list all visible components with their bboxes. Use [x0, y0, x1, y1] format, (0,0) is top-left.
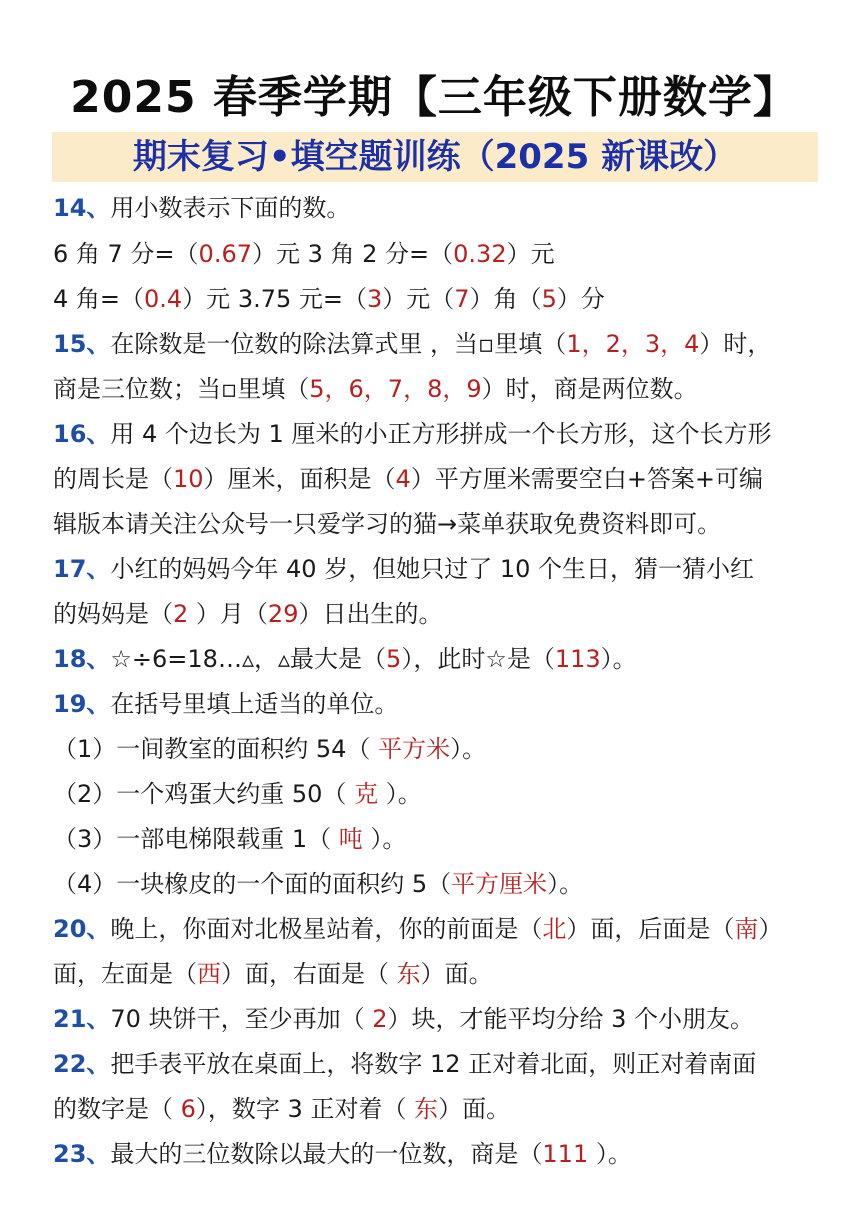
question-text: ）角（	[469, 285, 542, 313]
answer-text: 东	[414, 1095, 439, 1123]
question-number: 21、	[53, 1005, 111, 1033]
question-text: 小红的妈妈今年 40 岁，但她只过了 10 个生日，猜一猜小红	[110, 555, 754, 583]
question-text: ），数字 3 正对着（	[195, 1095, 415, 1123]
answer-text: 0.67	[198, 240, 252, 268]
question-text: ）。	[588, 1140, 632, 1168]
question-text: ）。	[600, 645, 637, 673]
question-text: ）。	[378, 780, 422, 808]
question-number: 18、	[53, 645, 111, 673]
answer-text: 10	[173, 465, 204, 493]
question-text: ）元（	[382, 285, 455, 313]
answer-text: 5	[541, 285, 557, 313]
answer-text: 吨	[338, 825, 363, 853]
question-line	[53, 956, 493, 992]
question-line	[53, 911, 782, 947]
question-text: 用 4 个边长为 1 厘米的小正方形拼成一个长方形，这个长方形	[110, 420, 772, 448]
question-line	[53, 371, 698, 407]
answer-text: 6	[180, 1095, 196, 1123]
question-line	[53, 506, 721, 542]
question-text: ）平方厘米需要空白+答案+可编	[410, 465, 764, 493]
question-text: ）块，才能平均分给 3 个小朋友。	[387, 1005, 755, 1033]
question-text: ）厘米，面积是（	[203, 465, 396, 493]
question-text: 商是三位数；当▫里填（	[53, 375, 310, 403]
answer-text: 111	[542, 1140, 589, 1168]
question-text: ）面，后面是（	[566, 915, 735, 943]
question-text: ）	[758, 915, 783, 943]
question-text: 70 块饼干，至少再加（	[110, 1005, 373, 1033]
question-line	[53, 326, 771, 362]
question-text: ）元 3 角 2 分=（	[251, 240, 454, 268]
question-line	[53, 866, 583, 902]
question-line	[53, 731, 486, 767]
question-number: 23、	[53, 1140, 111, 1168]
question-number: 15、	[53, 330, 111, 358]
question-number: 16、	[53, 420, 111, 448]
answer-text: 2	[372, 1005, 388, 1033]
page-title: 2025 春季学期【三年级下册数学】	[70, 72, 798, 123]
question-text: 4 角=（	[53, 285, 145, 313]
question-number: 14、	[53, 194, 111, 222]
question-text: 辑版本请关注公众号一只爱学习的猫→菜单获取免费资料即可。	[53, 510, 722, 538]
question-text: 的妈妈是（	[53, 600, 173, 628]
question-line	[53, 461, 763, 497]
question-line	[53, 596, 442, 632]
answer-text: 平方厘米	[451, 870, 548, 898]
question-text: 的周长是（	[53, 465, 173, 493]
question-text: ），此时☆是（	[401, 645, 555, 673]
question-line	[53, 416, 771, 452]
question-text: 的数字是（	[53, 1095, 181, 1123]
question-text: ）面。	[438, 1095, 511, 1123]
question-text: ）分	[556, 285, 605, 313]
page-subtitle: 期末复习•填空题训练（2025 新课改）	[132, 137, 738, 177]
answer-text: 113	[554, 645, 601, 673]
question-text: ）面。	[420, 960, 493, 988]
answer-text: 平方米	[378, 735, 451, 763]
question-line	[53, 686, 398, 722]
question-line	[53, 281, 605, 317]
question-text: 用小数表示下面的数。	[110, 194, 351, 222]
question-text: ☆÷6=18…▵，▵最大是（	[110, 645, 387, 673]
question-text: ）面，右面是（	[221, 960, 397, 988]
answer-text: 1，2，3，4	[566, 330, 700, 358]
question-number: 17、	[53, 555, 111, 583]
question-line	[53, 1046, 756, 1082]
question-text: 6 角 7 分=（	[53, 240, 199, 268]
question-text: 在除数是一位数的除法算式里 ，当▫里填（	[110, 330, 567, 358]
question-text: 最大的三位数除以最大的一位数，商是（	[110, 1140, 543, 1168]
question-line	[53, 236, 555, 272]
question-number: 22、	[53, 1050, 111, 1078]
question-line	[53, 641, 637, 677]
question-text: 晚上，你面对北极星站着，你的前面是（	[110, 915, 543, 943]
question-text: ）元 3.75 元=（	[182, 285, 367, 313]
question-text: （4）一块橡皮的一个面的面积约 5（	[53, 870, 452, 898]
answer-text: 3	[367, 285, 383, 313]
question-line	[53, 821, 406, 857]
answer-text: 0.32	[453, 240, 507, 268]
question-line	[53, 1091, 510, 1127]
question-text: ）时，商是两位数。	[481, 375, 698, 403]
question-text: ）月（	[188, 600, 268, 628]
answer-text: 7	[454, 285, 470, 313]
question-text: ）日出生的。	[298, 600, 443, 628]
question-text: （1）一间教室的面积约 54（	[53, 735, 379, 763]
question-text: ）。	[450, 735, 487, 763]
answer-text: 29	[267, 600, 299, 628]
answer-text: 2	[173, 600, 189, 628]
question-number: 19、	[53, 690, 111, 718]
question-text: 面，左面是（	[53, 960, 197, 988]
answer-text: 西	[197, 960, 221, 988]
question-line	[53, 1136, 632, 1172]
question-text: ）时，	[699, 330, 772, 358]
question-line	[53, 551, 754, 587]
answer-text: 0.4	[144, 285, 183, 313]
question-number: 20、	[53, 915, 111, 943]
answer-text: 5，6，7，8，9	[309, 375, 482, 403]
answer-text: 克	[354, 780, 379, 808]
answer-text: 东	[396, 960, 421, 988]
answer-text: 4	[395, 465, 411, 493]
question-text: 把手表平放在桌面上，将数字 12 正对着北面，则正对着南面	[110, 1050, 757, 1078]
answer-text: 北	[542, 915, 567, 943]
question-text: 在括号里填上适当的单位。	[110, 690, 399, 718]
question-text: （3）一部电梯限载重 1（	[53, 825, 339, 853]
question-text: （2）一个鸡蛋大约重 50（	[53, 780, 355, 808]
question-line	[53, 190, 350, 226]
question-line	[53, 776, 422, 812]
question-text: ）。	[547, 870, 584, 898]
answer-text: 5	[386, 645, 402, 673]
question-text: ）元	[506, 240, 555, 268]
answer-text: 南	[734, 915, 759, 943]
question-text: ）。	[362, 825, 407, 853]
question-line	[53, 1001, 754, 1037]
